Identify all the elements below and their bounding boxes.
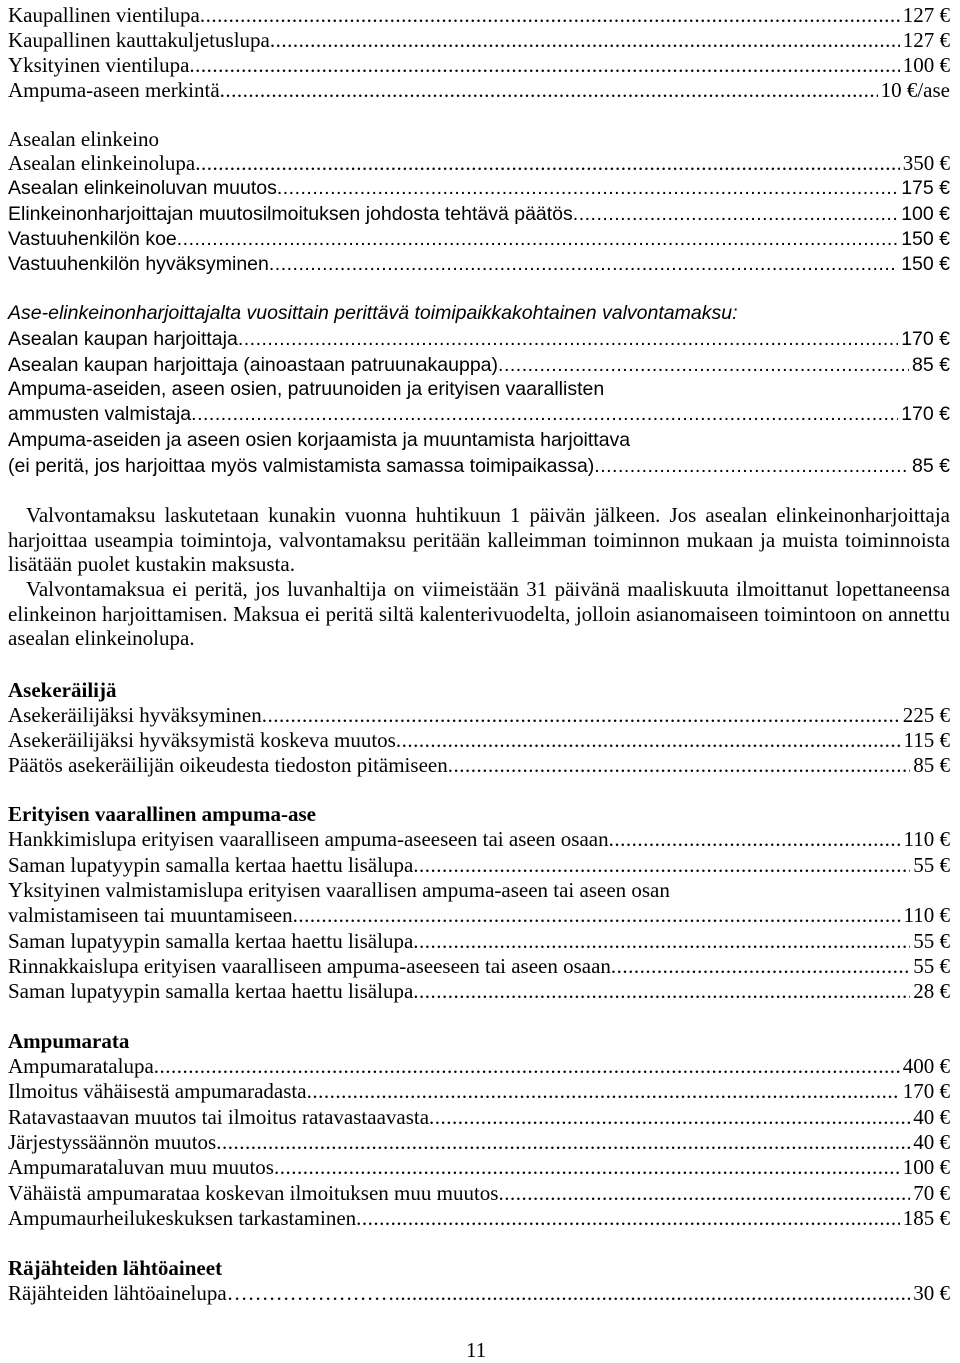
fee-row — [8, 175, 950, 201]
fee-row — [8, 902, 950, 928]
fee-row — [8, 1129, 950, 1155]
fee-row — [8, 2, 950, 28]
fee-row — [8, 251, 950, 277]
fee-label: Yksityinen vientilupa — [8, 53, 190, 77]
fee-amount: 55 € — [913, 853, 950, 877]
fee-amount: 100 € — [902, 1155, 950, 1179]
fee-amount: 28 € — [913, 979, 950, 1003]
fee-label: Rinnakkaislupa erityisen vaaralliseen ampuma-aseeseen tai aseen osaan — [8, 954, 611, 978]
fee-label: Ampumaratalupa — [8, 1054, 154, 1078]
fee-label: Asekeräilijäksi hyväksyminen — [8, 703, 262, 727]
fee-label-line1: Yksityinen valmistamislupa erityisen vaarallisen ampuma-aseen tai aseen osan — [8, 878, 670, 902]
fee-row — [8, 201, 950, 227]
fee-row — [8, 1104, 950, 1130]
fee-label: Kaupallinen kauttakuljetuslupa — [8, 28, 270, 52]
fee-label: Vastuuhenkilön hyväksyminen — [8, 253, 269, 275]
fee-row — [8, 727, 950, 753]
fee-amount: 100 € — [901, 203, 950, 225]
fee-amount: 150 € — [901, 253, 950, 275]
fee-amount: 55 € — [913, 954, 950, 978]
supervision-fee-heading: Ase-elinkeinonharjoittajalta vuosittain perittävä toimipaikkakohtainen valvontamaksu: — [8, 302, 738, 324]
fee-label: Räjähteiden lähtöainelupa…………………… — [8, 1281, 395, 1305]
fee-row — [8, 1205, 950, 1231]
fee-amount: 127 € — [902, 28, 950, 52]
fee-row — [8, 27, 950, 53]
fee-label: Vastuuhenkilön koe — [8, 228, 177, 250]
fee-row — [8, 226, 950, 252]
fee-label: Asekeräilijäksi hyväksymistä koskeva muutos — [8, 728, 396, 752]
fee-label: (ei peritä, jos harjoittaa myös valmistamista samassa toimipaikassa) — [8, 455, 595, 477]
fee-amount: 400 € — [902, 1054, 950, 1078]
section-heading: Asealan elinkeino — [8, 127, 160, 151]
fee-amount: 170 € — [901, 328, 950, 350]
fee-amount: 150 € — [901, 228, 950, 250]
fee-amount: 225 € — [902, 703, 950, 727]
fee-amount: 30 € — [913, 1281, 950, 1305]
fee-row — [8, 928, 950, 954]
fee-amount: 110 € — [903, 903, 950, 927]
fee-amount: 110 € — [903, 827, 950, 851]
fee-label: Järjestyssäännön muutos — [8, 1130, 217, 1154]
fee-amount: 40 € — [913, 1105, 950, 1129]
fee-amount: 170 € — [901, 403, 950, 425]
fee-row — [8, 953, 950, 979]
fee-label: Kaupallinen vientilupa — [8, 3, 200, 27]
fee-amount: 85 € — [912, 455, 950, 477]
fee-row — [8, 702, 950, 728]
fee-row — [8, 1280, 950, 1306]
page-number: 11 — [466, 1338, 487, 1362]
fee-amount: 100 € — [902, 53, 950, 77]
section-heading: Erityisen vaarallinen ampuma-ase — [8, 802, 316, 826]
fee-label: Ampumarataluvan muu muutos — [8, 1155, 274, 1179]
fee-amount: 115 € — [903, 728, 950, 752]
fee-amount: 55 € — [913, 929, 950, 953]
fee-label: Hankkimislupa erityisen vaaralliseen ampuma-aseeseen tai aseen osaan — [8, 827, 609, 851]
fee-row — [8, 1154, 950, 1180]
fee-row — [8, 150, 950, 176]
fee-amount: 70 € — [913, 1181, 950, 1205]
fee-label: Ampumaurheilukeskuksen tarkastaminen — [8, 1206, 357, 1230]
fee-row — [8, 52, 950, 78]
fee-amount: 40 € — [913, 1130, 950, 1154]
fee-row — [8, 1053, 950, 1079]
fee-amount: 127 € — [902, 3, 950, 27]
fee-row — [8, 978, 950, 1004]
fee-label: Asealan kaupan harjoittaja (ainoastaan patruunakauppa) — [8, 354, 499, 376]
fee-amount: 85 € — [913, 753, 950, 777]
fee-label: Vähäistä ampumarataa koskevan ilmoituksen muu muutos — [8, 1181, 499, 1205]
paragraph: Valvontamaksu laskutetaan kunakin vuonna huhtikuun 1 päivän jälkeen. Jos asealan elinkeinonharjoittaja harjoittaa useampia toimintoja, valvontamaksu peritään kalleimman toiminnon mukaan ja muista toiminnoista lisätään puolet kustakin maksusta. — [8, 503, 950, 576]
fee-row — [8, 326, 950, 352]
fee-label: Saman lupatyypin samalla kertaa haettu lisälupa — [8, 853, 414, 877]
fee-amount: 170 € — [902, 1079, 950, 1103]
fee-label: Asealan kaupan harjoittaja — [8, 328, 238, 350]
fee-row — [8, 77, 950, 103]
fee-row — [8, 752, 950, 778]
section-heading: Räjähteiden lähtöaineet — [8, 1256, 223, 1280]
fee-row — [8, 852, 950, 878]
fee-row — [8, 1078, 950, 1104]
fee-label: Ratavastaavan muutos tai ilmoitus ratavastaavasta — [8, 1105, 430, 1129]
fee-row — [8, 352, 950, 378]
fee-label: valmistamiseen tai muuntamiseen — [8, 903, 293, 927]
fee-label: Saman lupatyypin samalla kertaa haettu lisälupa — [8, 929, 414, 953]
fee-label: Saman lupatyypin samalla kertaa haettu lisälupa — [8, 979, 414, 1003]
fee-row — [8, 401, 950, 427]
fee-label-line1: Ampuma-aseiden, aseen osien, patruunoiden ja erityisen vaarallisten — [8, 378, 605, 400]
fee-row — [8, 453, 950, 479]
fee-amount: 175 € — [901, 177, 950, 199]
fee-row — [8, 1180, 950, 1206]
section-heading: Ampumarata — [8, 1029, 130, 1053]
fee-label: Päätös asekeräilijän oikeudesta tiedoston pitämiseen — [8, 753, 448, 777]
fee-label: Asealan elinkeinolupa — [8, 151, 196, 175]
section-heading: Asekeräilijä — [8, 678, 117, 702]
fee-amount: 85 € — [912, 354, 950, 376]
fee-label: Asealan elinkeinoluvan muutos — [8, 177, 277, 199]
paragraph: Valvontamaksua ei peritä, jos luvanhaltija on viimeistään 31 päivänä maaliskuuta ilmoittanut lopettaneensa elinkeinon harjoittamisen. Maksua ei peritä siltä kalenterivuodelta, jolloin asianomaiseen toimintoon on annettu asealan elinkeinolupa. — [8, 577, 950, 650]
fee-label: Ilmoitus vähäisestä ampumaradasta — [8, 1079, 307, 1103]
fee-label: Elinkeinonharjoittajan muutosilmoituksen johdosta tehtävä päätös — [8, 203, 573, 225]
fee-row — [8, 826, 950, 852]
fee-amount: 185 € — [902, 1206, 950, 1230]
fee-label: ammusten valmistaja — [8, 403, 192, 425]
fee-label: Ampuma-aseen merkintä — [8, 78, 220, 102]
fee-label-line1: Ampuma-aseiden ja aseen osien korjaamista ja muuntamista harjoittava — [8, 429, 631, 451]
fee-amount: 10 €/ase — [880, 78, 950, 102]
fee-amount: 350 € — [902, 151, 950, 175]
